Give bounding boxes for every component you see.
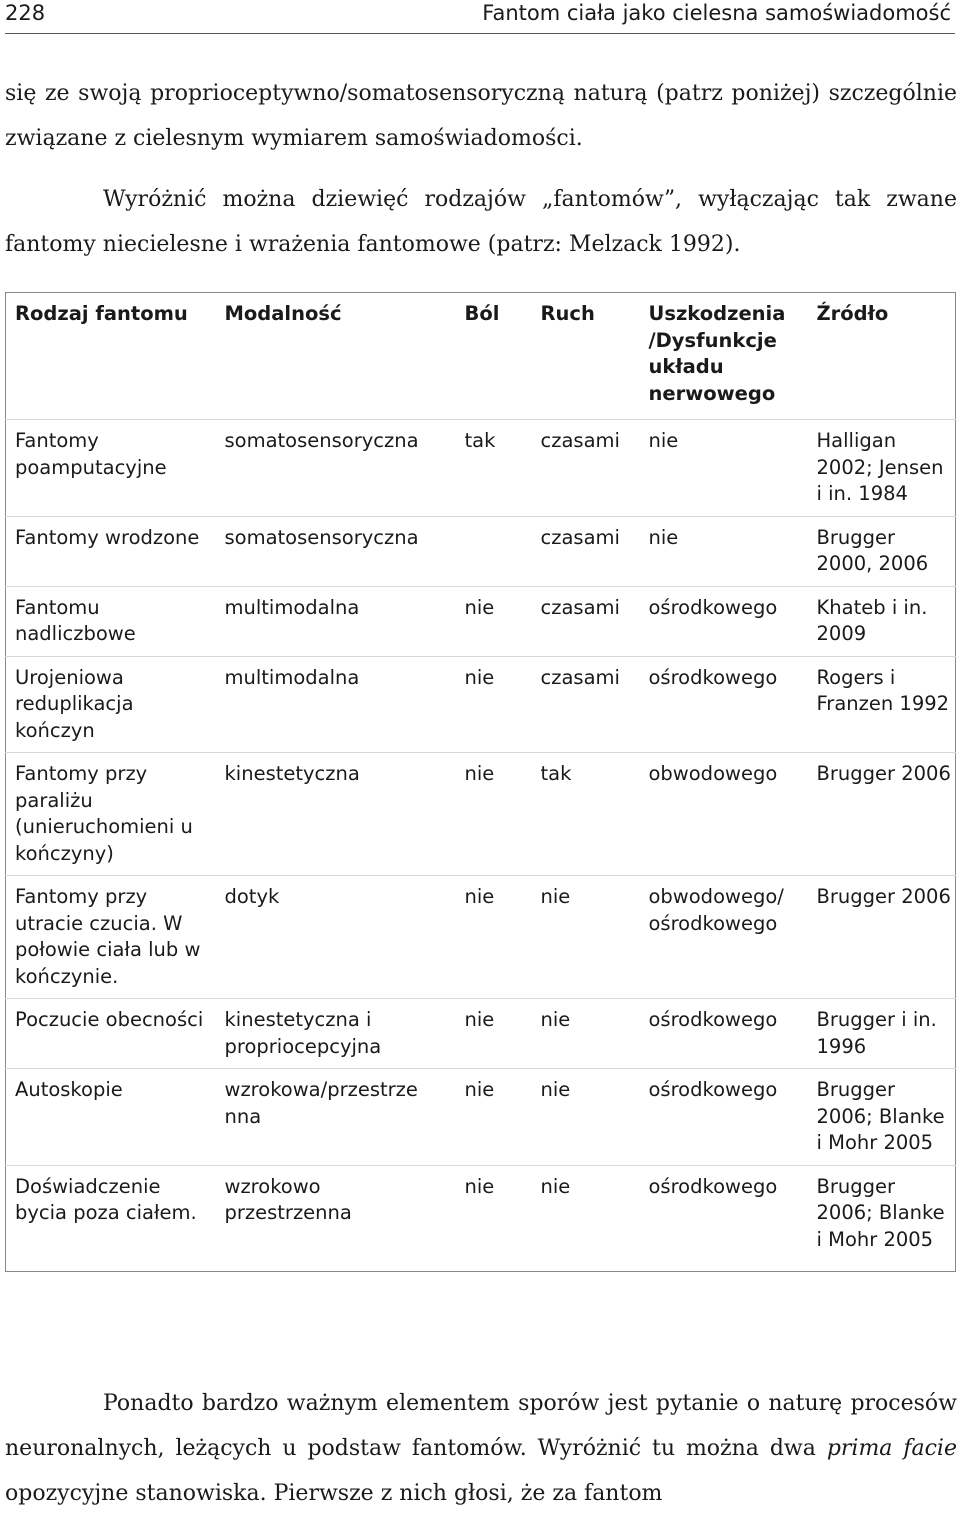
- body-paragraph-2: [5, 177, 957, 267]
- cell-nervous-system-damage: nie: [640, 420, 808, 517]
- page-number: 228: [5, 1, 46, 25]
- cell-modality: multimodalna: [216, 656, 456, 753]
- cell-source: Brugger 2006; Blanke i Mohr 2005: [816, 1174, 945, 1251]
- header-nervous-system-damage: Uszkodzenia /Dysfunkcje układu nerwowego: [640, 293, 808, 420]
- emphasis-prima-facie: prima facie: [826, 1436, 957, 1461]
- cell-nervous-system-damage: obwodowego: [640, 753, 808, 876]
- cell-movement: czasami: [532, 516, 640, 586]
- cell-modality: multimodalna: [216, 586, 456, 656]
- table-row: [6, 753, 956, 876]
- header-movement: Ruch: [532, 293, 640, 420]
- cell-source: Brugger i in. 1996: [808, 999, 956, 1069]
- cell-source: Khateb i in. 2009: [808, 586, 956, 656]
- cell-movement: czasami: [532, 420, 640, 517]
- cell-modality: wzrokowa/przestrze nna: [216, 1069, 456, 1166]
- cell-phantom-type: Fantomu nadliczbowe: [6, 586, 216, 656]
- cell-nervous-system-damage: nie: [640, 516, 808, 586]
- cell-movement: nie: [532, 876, 640, 999]
- body-paragraph-3: [5, 1381, 957, 1516]
- cell-phantom-type: Doświadczenie bycia poza ciałem.: [15, 1174, 197, 1224]
- cell-pain: nie: [464, 1174, 495, 1198]
- body-paragraph-3-text-before: Ponadto bardzo ważnym elementem sporów jest pytanie o naturę procesów neuronalnych, leżących u podstaw fantomów. Wyróżnić tu można dwa: [5, 1391, 957, 1461]
- cell-source: Brugger 2006: [808, 876, 956, 999]
- cell-source: Brugger 2006: [808, 753, 956, 876]
- phantom-types-table: [5, 292, 956, 1272]
- cell-modality: kinestetyczna i propriocepcyjna: [216, 999, 456, 1069]
- cell-phantom-type: Fantomy wrodzone: [6, 516, 216, 586]
- table-row: [6, 516, 956, 586]
- table-row: [6, 1069, 956, 1166]
- cell-modality: somatosensoryczna: [216, 420, 456, 517]
- cell-source: Brugger 2006; Blanke i Mohr 2005: [808, 1069, 956, 1166]
- header-modality: Modalność: [216, 293, 456, 420]
- cell-modality: wzrokowo przestrzenna: [224, 1174, 352, 1224]
- table-row: [6, 1165, 956, 1272]
- cell-phantom-type: Fantomy przy paraliżu (unieruchomieni u kończyny): [6, 753, 216, 876]
- cell-movement: czasami: [532, 656, 640, 753]
- cell-source: Brugger 2000, 2006: [808, 516, 956, 586]
- header-source: Źródło: [808, 293, 956, 420]
- table-header-row: [6, 293, 956, 420]
- table-row: [6, 420, 956, 517]
- cell-pain: nie: [456, 1069, 532, 1166]
- cell-movement: nie: [532, 1069, 640, 1166]
- cell-phantom-type: Fantomy przy utracie czucia. W połowie ciała lub w kończynie.: [6, 876, 216, 999]
- table-row: [6, 586, 956, 656]
- cell-source: Halligan 2002; Jensen i in. 1984: [808, 420, 956, 517]
- body-paragraph-2-text: Wyróżnić można dziewięć rodzajów „fantomów”, wyłączając tak zwane fantomy niecielesne i wrażenia fantomowe (patrz: Melzack 1992).: [5, 187, 957, 257]
- cell-source: Rogers i Franzen 1992: [808, 656, 956, 753]
- cell-phantom-type: Fantomy poamputacyjne: [6, 420, 216, 517]
- cell-movement: nie: [532, 999, 640, 1069]
- body-paragraph-3-text-after: opozycyjne stanowiska. Pierwsze z nich głosi, że za fantom: [5, 1481, 663, 1506]
- header-phantom-type: Rodzaj fantomu: [6, 293, 216, 420]
- cell-modality: dotyk: [216, 876, 456, 999]
- body-paragraph-1: się ze swoją proprioceptywno/somatosensoryczną naturą (patrz poniżej) szczególnie związane z cielesnym wymiarem samoświadomości.: [5, 81, 957, 151]
- table-row: [6, 876, 956, 999]
- cell-phantom-type: Urojeniowa reduplikacja kończyn: [6, 656, 216, 753]
- page-header: [5, 0, 955, 34]
- table-row: [6, 656, 956, 753]
- cell-pain: nie: [456, 999, 532, 1069]
- cell-pain: nie: [456, 656, 532, 753]
- cell-nervous-system-damage: ośrodkowego: [640, 999, 808, 1069]
- cell-modality: kinestetyczna: [216, 753, 456, 876]
- running-title: Fantom ciała jako cielesna samoświadomość: [482, 1, 951, 25]
- cell-pain: nie: [456, 876, 532, 999]
- cell-pain: nie: [456, 586, 532, 656]
- cell-pain: nie: [456, 753, 532, 876]
- cell-nervous-system-damage: ośrodkowego: [648, 1174, 778, 1198]
- cell-nervous-system-damage: obwodowego/ ośrodkowego: [640, 876, 808, 999]
- cell-pain: tak: [456, 420, 532, 517]
- cell-movement: czasami: [532, 586, 640, 656]
- cell-nervous-system-damage: ośrodkowego: [640, 586, 808, 656]
- cell-movement: tak: [532, 753, 640, 876]
- table-row: [6, 999, 956, 1069]
- cell-phantom-type: Poczucie obecności: [6, 999, 216, 1069]
- cell-movement: nie: [540, 1174, 571, 1198]
- cell-pain: [456, 516, 532, 586]
- cell-phantom-type: Autoskopie: [6, 1069, 216, 1166]
- cell-modality: somatosensoryczna: [216, 516, 456, 586]
- cell-nervous-system-damage: ośrodkowego: [640, 656, 808, 753]
- header-pain: Ból: [456, 293, 532, 420]
- cell-nervous-system-damage: ośrodkowego: [640, 1069, 808, 1166]
